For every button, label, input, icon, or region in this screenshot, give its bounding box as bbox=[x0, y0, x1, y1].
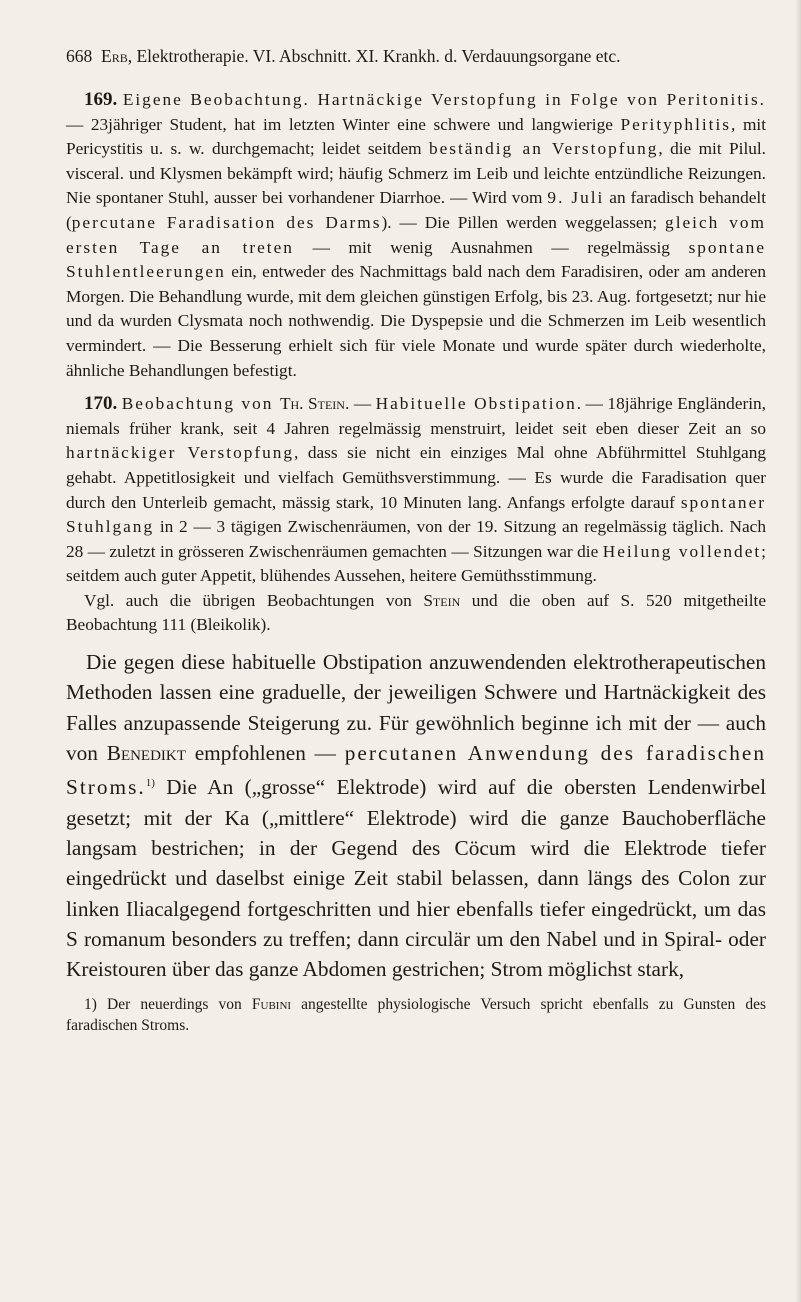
book-page bbox=[66, 44, 766, 1036]
page-edge-shadow bbox=[795, 0, 801, 1302]
footnote-reference[interactable]: 1) bbox=[145, 777, 155, 790]
observation-number: 170. bbox=[84, 393, 118, 415]
observation-169: 169. Eigene Beobachtung. Hartnäckige Verstopfung in Folge von Peritonitis. — 23jähriger Student, hat im letzten Winter eine schwere und langwierige Perityphlitis, mit Pericystitis u. s. w. durchgemacht; leidet seitdem beständig an Verstopfung, die mit Pilul. visceral. und Klysmen bekämpft wird; häufig Schmerz im Leib und leichte entzündliche Reizungen. Nie spontaner Stuhl, ausser bei vorhandener Diarrhoe. — Wird vom 9. Juli an faradisch behandelt (percutane Faradisation des Darms). — Die Pillen werden weggelassen; gleich vom ersten Tage an treten — mit wenig Ausnahmen — regelmässig spontane Stuhlentleerungen ein, entweder des Nachmittags bald nach dem Faradisiren, oder am anderen Morgen. Die Behandlung wurde, mit dem gleichen günstigen Erfolg, bis 23. Aug. fortgesetzt; nur hie und da wurden Clysmata noch nothwendig. Die Dyspepsie und die Schmerzen im Leib wesentlich vermindert. — Die Besserung erhielt sich für viele Monate und wurde später durch wiederholte, ähnliche Behandlungen befestigt. bbox=[66, 89, 767, 380]
author-name: Fubini bbox=[251, 996, 292, 1014]
header-author: Erb bbox=[101, 46, 128, 66]
main-text: Die gegen diese habituelle Obstipation anzuwendenden elektrotherapeutischen Methoden lassen eine graduelle, der jeweiligen Schwere und Hartnäckigkeit des Falles anzupassende Steigerung zu. Für gewöhnlich beginne ich mit der — auch von Benedikt empfohlenen — percutanen Anwendung des faradischen Stroms.$^{1)}$ Die An („grosse“ Elektrode) wird auf die obersten Lendenwirbel gesetzt; mit der Ka („mittlere“ Elektrode) wird die ganze Bauchoberfläche langsam bestrichen; in der Gegend des Cöcum wird die Elektrode tiefer eingedrückt und daselbst einige Zeit stabil belassen, dann längs des Colon zur linken Iliacalgegend fortgeschritten und hier ebenfalls tiefer eingedrückt, um das S romanum besonders zu treffen; dann circulär um den Nabel und in Spiral- oder Kreistouren über das ganze Abdomen gestrichen; Strom möglichst stark, bbox=[66, 650, 766, 982]
reference-note: Vgl. auch die übrigen Beobachtungen von Stein und die oben auf S. 520 mitgetheilte Beobachtung 111 (Bleikolik). bbox=[66, 590, 766, 635]
author-name: Stein bbox=[423, 590, 461, 610]
footnote-mark: 1) bbox=[84, 996, 97, 1014]
header-title: , Elektrotherapie. VI. Abschnitt. XI. Krankh. d. Verdauungsorgane etc. bbox=[127, 46, 621, 66]
observation-170: 170. Beobachtung von Th. Stein. — Habituelle Obstipation. — 18jährige Engländerin, niemals früher krank, seit 4 Jahren regelmässig menstruirt, leidet seit eben dieser Zeit an so hartnäckiger Verstopfung, dass sie nicht ein einziges Mal ohne Abführmittel Stuhlgang gehabt. Appetitlosigkeit und vielfach Gemüthsverstimmung. — Es wurde die Faradisation quer durch den Unterleib gemacht, mässig stark, 10 Minuten lang. Anfangs erfolgte darauf spontaner Stuhlgang in 2 — 3 tägigen Zwischenräumen, von der 19. Sitzung an regelmässig täglich. Nach 28 — zuletzt in grösseren Zwischenräumen gemachten — Sitzungen war die Heilung vollendet; seitdem auch guter Appetit, blühendes Aussehen, heitere Gemüthsstimmung. Vgl. auch die übrigen Beobachtungen von Stein und die oben auf S. 520 mitgetheilte Beobachtung 111 (Bleikolik). bbox=[66, 392, 766, 638]
author-name: Th. Stein bbox=[279, 394, 345, 414]
running-header bbox=[66, 44, 766, 68]
author-name: Benedikt bbox=[106, 740, 186, 765]
footnote: 1) Der neuerdings von Fubini angestellte physiologische Versuch spricht ebenfalls zu Gunsten des faradischen Stroms. bbox=[66, 996, 766, 1035]
observation-title: Eigene Beobachtung. Hartnäckige Verstopfung in Folge von Peritonitis. bbox=[122, 90, 766, 109]
page-number: 668 bbox=[66, 46, 93, 66]
observation-number: 169. bbox=[84, 89, 118, 110]
observation-title: Habituelle Obstipation bbox=[375, 394, 577, 414]
